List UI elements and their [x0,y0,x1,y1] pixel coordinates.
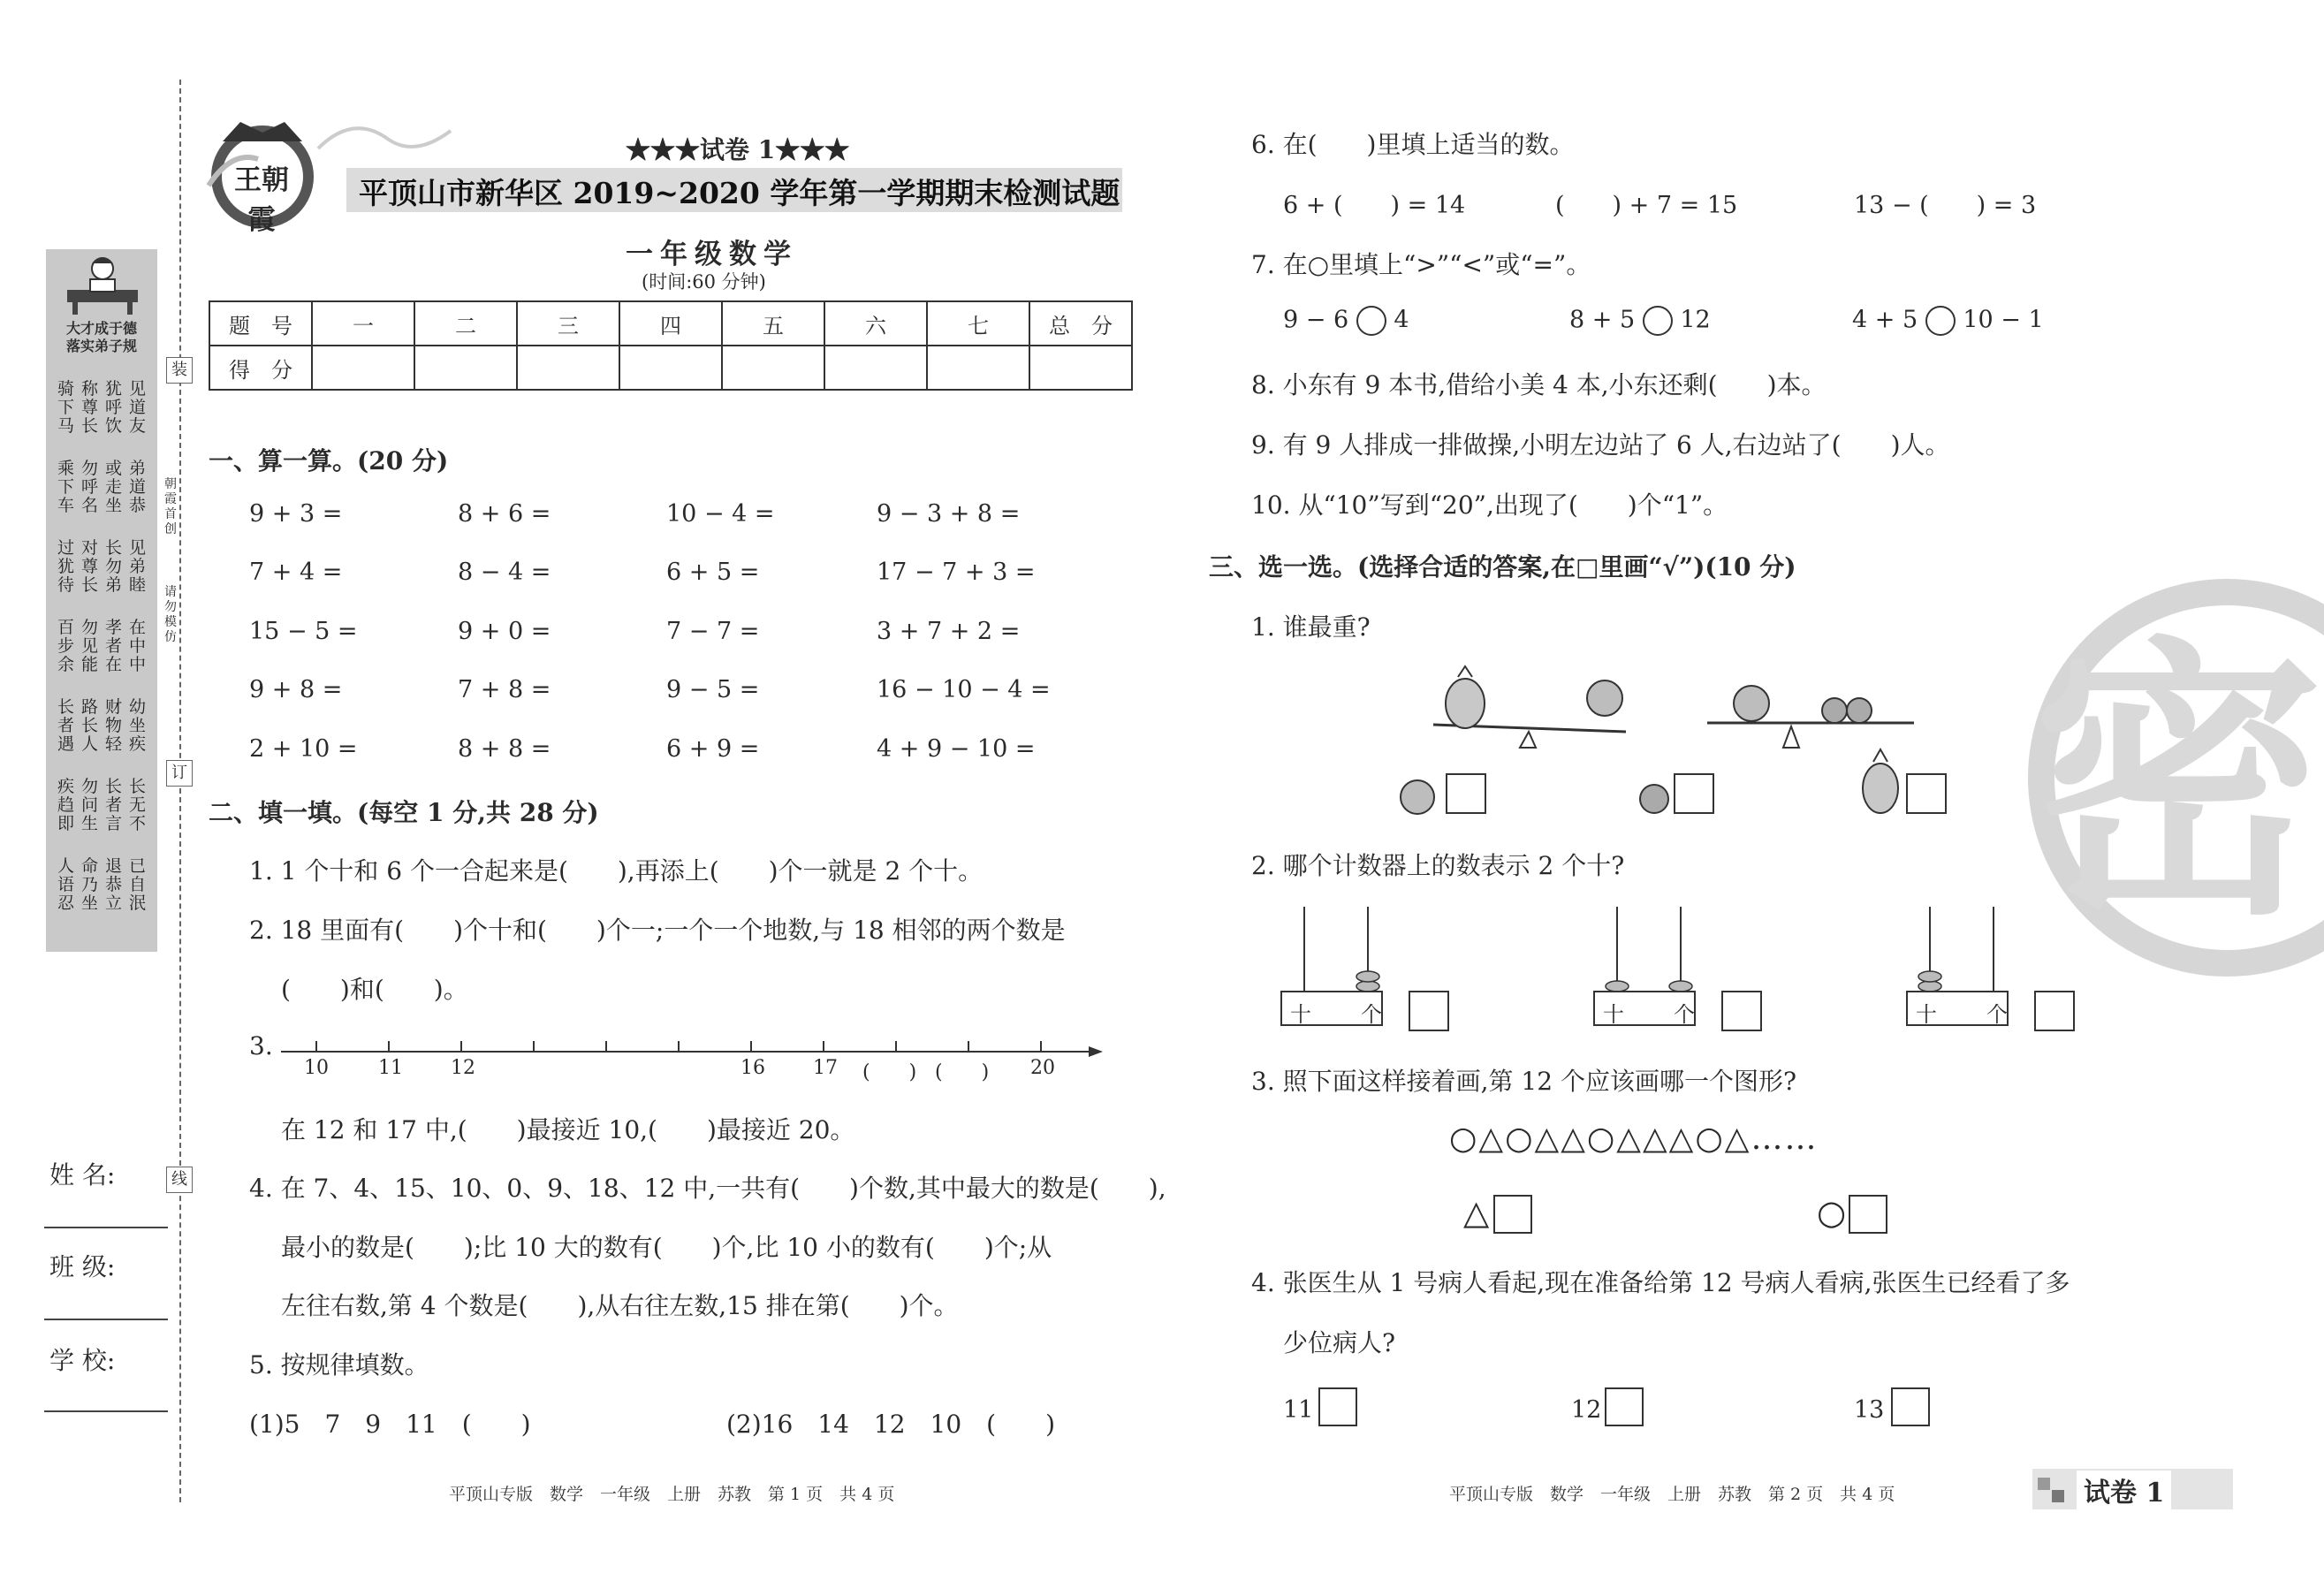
fill-q2: 2. 18 里面有( )个十和( )个一;一个一个地数,与 18 相邻的两个数是 [249,916,1066,945]
q4-option-label: 12 [1571,1396,1602,1424]
numberline-label: 16 [740,1057,765,1079]
compare-item [1283,306,1409,336]
logo-name: 王朝霞 [234,164,289,236]
compare-left: 4 + 5 [1852,306,1918,334]
class-label: 班 级: [49,1252,116,1281]
choose-q2: 2. 哪个计数器上的数表示 2 个十? [1251,851,1625,880]
answer-checkbox[interactable] [1849,1195,1887,1234]
circle-option: ○ [1817,1193,1847,1232]
calc-item: 3 + 7 + 2 = [877,618,1021,645]
q4-option-label: 11 [1283,1396,1314,1424]
score-cell: 总 分 [1029,301,1132,346]
sidebar-note-1: 朝霞首创 [164,477,177,536]
score-cell: 四 [619,301,722,346]
calc-item: 16 − 10 − 4 = [877,676,1051,703]
compare-item [1569,306,1711,336]
balance-scale-1 [1432,663,1644,751]
calc-item: 6 + 5 = [666,559,760,586]
proverb-column: 勿问生 [80,777,98,833]
proverb-column: 幼坐疾 [128,697,146,754]
proverb-column: 财物轻 [104,697,122,754]
q6-item: 6 + ( ) = 14 [1283,192,1466,219]
compare-circle[interactable] [1925,306,1956,336]
strawberry-icon [1637,779,1672,815]
compare-right: 12 [1680,306,1711,334]
exam-title: 平顶山市新华区 2019~2020 学年第一学期期末检测试题 [359,176,1120,210]
score-input-cell[interactable] [722,346,824,390]
choose-q4-cont: 少位病人? [1283,1328,1396,1357]
calc-item: 7 − 7 = [666,618,760,645]
page2-footer: 平顶山专版 数学 一年级 上册 苏教 第 2 页 共 4 页 [1449,1485,1895,1504]
numberline-label: 12 [451,1057,475,1079]
compare-circle[interactable] [1643,306,1673,336]
proverb-column: 长勿弟 [104,538,122,595]
calc-item: 8 + 8 = [458,735,551,763]
score-cell: 得 分 [209,346,312,390]
q6-item: 13 − ( ) = 3 [1854,192,2037,219]
fill-q4: 4. 在 7、4、15、10、0、9、18、12 中,一共有( )个数,其中最大的数是( ), [249,1174,1166,1203]
proverb-column: 长者遇 [57,697,74,754]
fill-q3-number: 3. [249,1031,273,1060]
proverb-column: 勿见能 [80,618,98,674]
name-line[interactable] [44,1227,168,1228]
answer-checkbox[interactable] [2034,991,2075,1031]
numberline-label: 11 [378,1057,403,1079]
ribbon-decoration [318,113,451,166]
school-label: 学 校: [49,1346,116,1375]
school-line[interactable] [44,1410,168,1412]
score-cell: 三 [517,301,619,346]
proverb-column: 乘下车 [57,459,74,515]
cut-char-ding: 订 [166,760,193,787]
calc-item: 9 − 3 + 8 = [877,500,1021,528]
fill-q3-text: 在 12 和 17 中,( )最接近 10,( )最接近 20。 [281,1115,855,1144]
fill-q4-cont1: 最小的数是( );比 10 大的数有( )个,比 10 小的数有( )个;从 [281,1233,1052,1262]
calc-item: 9 − 5 = [666,676,760,703]
calc-item: 7 + 8 = [458,676,551,703]
compare-right: 10 − 1 [1963,306,2044,334]
proverb-column: 命乃坐 [80,856,98,913]
calc-item: 8 + 6 = [458,500,551,528]
q6-item: ( ) + 7 = 15 [1555,192,1738,219]
answer-checkbox[interactable] [1721,991,1762,1031]
motto-line-2: 落实弟子规 [65,338,137,354]
abacus-tens-label: 十 [1290,1002,1311,1027]
scholar-illustration [60,253,145,316]
score-input-cell[interactable] [312,346,414,390]
numberline-label: 17 [813,1057,838,1079]
score-value-row [209,346,1132,390]
q4-option-label: 13 [1854,1396,1885,1424]
sidebar-note-2: 请勿模仿 [164,585,177,644]
score-cell: 题 号 [209,301,312,346]
fill-q8: 8. 小东有 9 本书,借给小美 4 本,小东还剩( )本。 [1251,370,1827,399]
proverb-column: 已自泯 [128,856,146,913]
proverb-column: 弟道恭 [128,459,146,515]
motto-line-1: 大才成于德 [65,320,137,337]
proverb-column: 见道友 [128,379,146,436]
sidebar-proverbs [55,380,152,946]
compare-left: 9 − 6 [1283,306,1349,334]
tag-decoration [2038,1478,2050,1490]
numberline-label: 20 [1030,1057,1055,1079]
answer-checkbox[interactable] [1318,1387,1357,1426]
fill-q5: 5. 按规律填数。 [249,1350,429,1380]
answer-checkbox[interactable] [1493,1195,1532,1234]
score-cell: 六 [824,301,927,346]
compare-circle[interactable] [1356,306,1386,336]
abacus-tens-label: 十 [1916,1002,1937,1027]
calc-item: 15 − 5 = [249,618,358,645]
triangle-option: △ [1463,1193,1490,1232]
proverb-column: 犹呼饮 [104,379,122,436]
balance-scale-2 [1702,672,1923,751]
tag-decoration [2052,1490,2064,1502]
fill-q9: 9. 有 9 人排成一排做操,小明左边站了 6 人,右边站了( )人。 [1251,430,1950,460]
proverb-column: 路长人 [80,697,98,754]
section2-heading: 二、填一填。(每空 1 分,共 28 分) [209,798,599,827]
shape-pattern: ○△○△△○△△△○△…… [1449,1121,1819,1157]
compare-right: 4 [1394,306,1409,334]
proverb-column: 勿呼名 [80,459,98,515]
score-input-cell[interactable] [619,346,722,390]
score-header-row [209,301,1132,346]
score-input-cell[interactable] [414,346,517,390]
name-label: 姓 名: [49,1160,116,1190]
series-label: ★★★试卷 1★★★ [626,135,850,164]
proverb-column: 过犹待 [57,538,74,595]
cut-char-xian: 线 [166,1167,193,1193]
answer-checkbox[interactable] [1446,773,1486,814]
proverb-column: 退恭立 [104,856,122,913]
exam-tag: 试卷 1 [2077,1471,2171,1509]
calc-item: 2 + 10 = [249,735,358,763]
choose-q4: 4. 张医生从 1 号病人看起,现在准备给第 12 号病人看病,张医生已经看了多 [1251,1268,2070,1297]
compare-left: 8 + 5 [1569,306,1636,334]
score-input-cell[interactable] [824,346,927,390]
pineapple-icon [1859,748,1902,818]
numberline-label: 10 [304,1057,329,1079]
fill-q5-part2: (2)16 14 12 10 ( ) [726,1410,1056,1439]
sidebar-motto [49,320,154,355]
section3-heading: 三、选一选。(选择合适的答案,在□里画“√”)(10 分) [1209,552,1796,581]
score-cell: 七 [927,301,1029,346]
calc-item: 9 + 0 = [458,618,551,645]
numberline-blank[interactable]: ( ) [862,1061,917,1083]
answer-checkbox[interactable] [1674,773,1714,814]
answer-checkbox[interactable] [1605,1387,1644,1426]
calc-item: 9 + 3 = [249,500,343,528]
answer-checkbox[interactable] [1891,1387,1930,1426]
score-input-cell[interactable] [517,346,619,390]
proverb-column: 见弟睦 [128,538,146,595]
fill-q10: 10. 从“10”写到“20”,出现了( )个“1”。 [1251,490,1728,520]
proverb-column: 疾趋即 [57,777,74,833]
proverb-column: 在中中 [128,618,146,674]
calc-item: 6 + 9 = [666,735,760,763]
proverb-column: 骑下马 [57,379,74,436]
fill-q4-cont2: 左往右数,第 4 个数是( ),从右往左数,15 排在第( )个。 [281,1291,959,1320]
proverb-column: 百步余 [57,618,74,674]
class-line[interactable] [44,1319,168,1320]
abacus-ones-label: 个 [1986,1002,2008,1027]
compare-item [1852,306,2044,336]
calc-item: 8 − 4 = [458,559,551,586]
section1-heading: 一、算一算。(20 分) [209,446,449,475]
proverb-column: 长者言 [104,777,122,833]
score-input-cell[interactable] [1029,346,1132,390]
choose-q3: 3. 照下面这样接着画,第 12 个应该画哪一个图形? [1251,1067,1796,1096]
stamp-character: 密 [2032,611,2324,954]
calc-item: 10 − 4 = [666,500,775,528]
fill-q1: 1. 1 个十和 6 个一合起来是( ),再添上( )个一就是 2 个十。 [249,856,984,886]
answer-checkbox[interactable] [1409,991,1449,1031]
fill-q6: 6. 在( )里填上适当的数。 [1251,130,1575,159]
calc-item: 7 + 4 = [249,559,343,586]
answer-checkbox[interactable] [1906,773,1947,814]
proverb-column: 对尊长 [80,538,98,595]
cut-char-zhuang: 装 [166,357,193,384]
proverb-column: 长无不 [128,777,146,833]
fill-q7: 7. 在○里填上“>”“<”或“=”。 [1251,250,1591,279]
abacus-ones-label: 个 [1674,1002,1695,1027]
calc-item: 9 + 8 = [249,676,343,703]
page1-footer: 平顶山专版 数学 一年级 上册 苏教 第 1 页 共 4 页 [449,1485,895,1504]
abacus-tens-label: 十 [1603,1002,1624,1027]
fill-q5-part1: (1)5 7 9 11 ( ) [249,1410,531,1439]
proverb-column: 称尊长 [80,379,98,436]
score-input-cell[interactable] [927,346,1029,390]
proverb-column: 孝者在 [104,618,122,674]
subject-title: 一年级数学 [626,239,798,270]
score-table [209,300,1133,391]
apple-icon [1396,774,1439,817]
score-cell: 一 [312,301,414,346]
choose-q1: 1. 谁最重? [1251,612,1371,642]
score-cell: 二 [414,301,517,346]
score-cell: 五 [722,301,824,346]
calc-item: 4 + 9 − 10 = [877,735,1036,763]
proverb-column: 人语忍 [57,856,74,913]
fill-q2-cont: ( )和( )。 [281,975,468,1004]
numberline-blank[interactable]: ( ) [935,1061,990,1083]
proverb-column: 或走坐 [104,459,122,515]
time-note: (时间:60 分钟) [642,271,766,293]
calc-item: 17 − 7 + 3 = [877,559,1036,586]
abacus-ones-label: 个 [1361,1002,1382,1027]
cut-line [179,80,181,1502]
